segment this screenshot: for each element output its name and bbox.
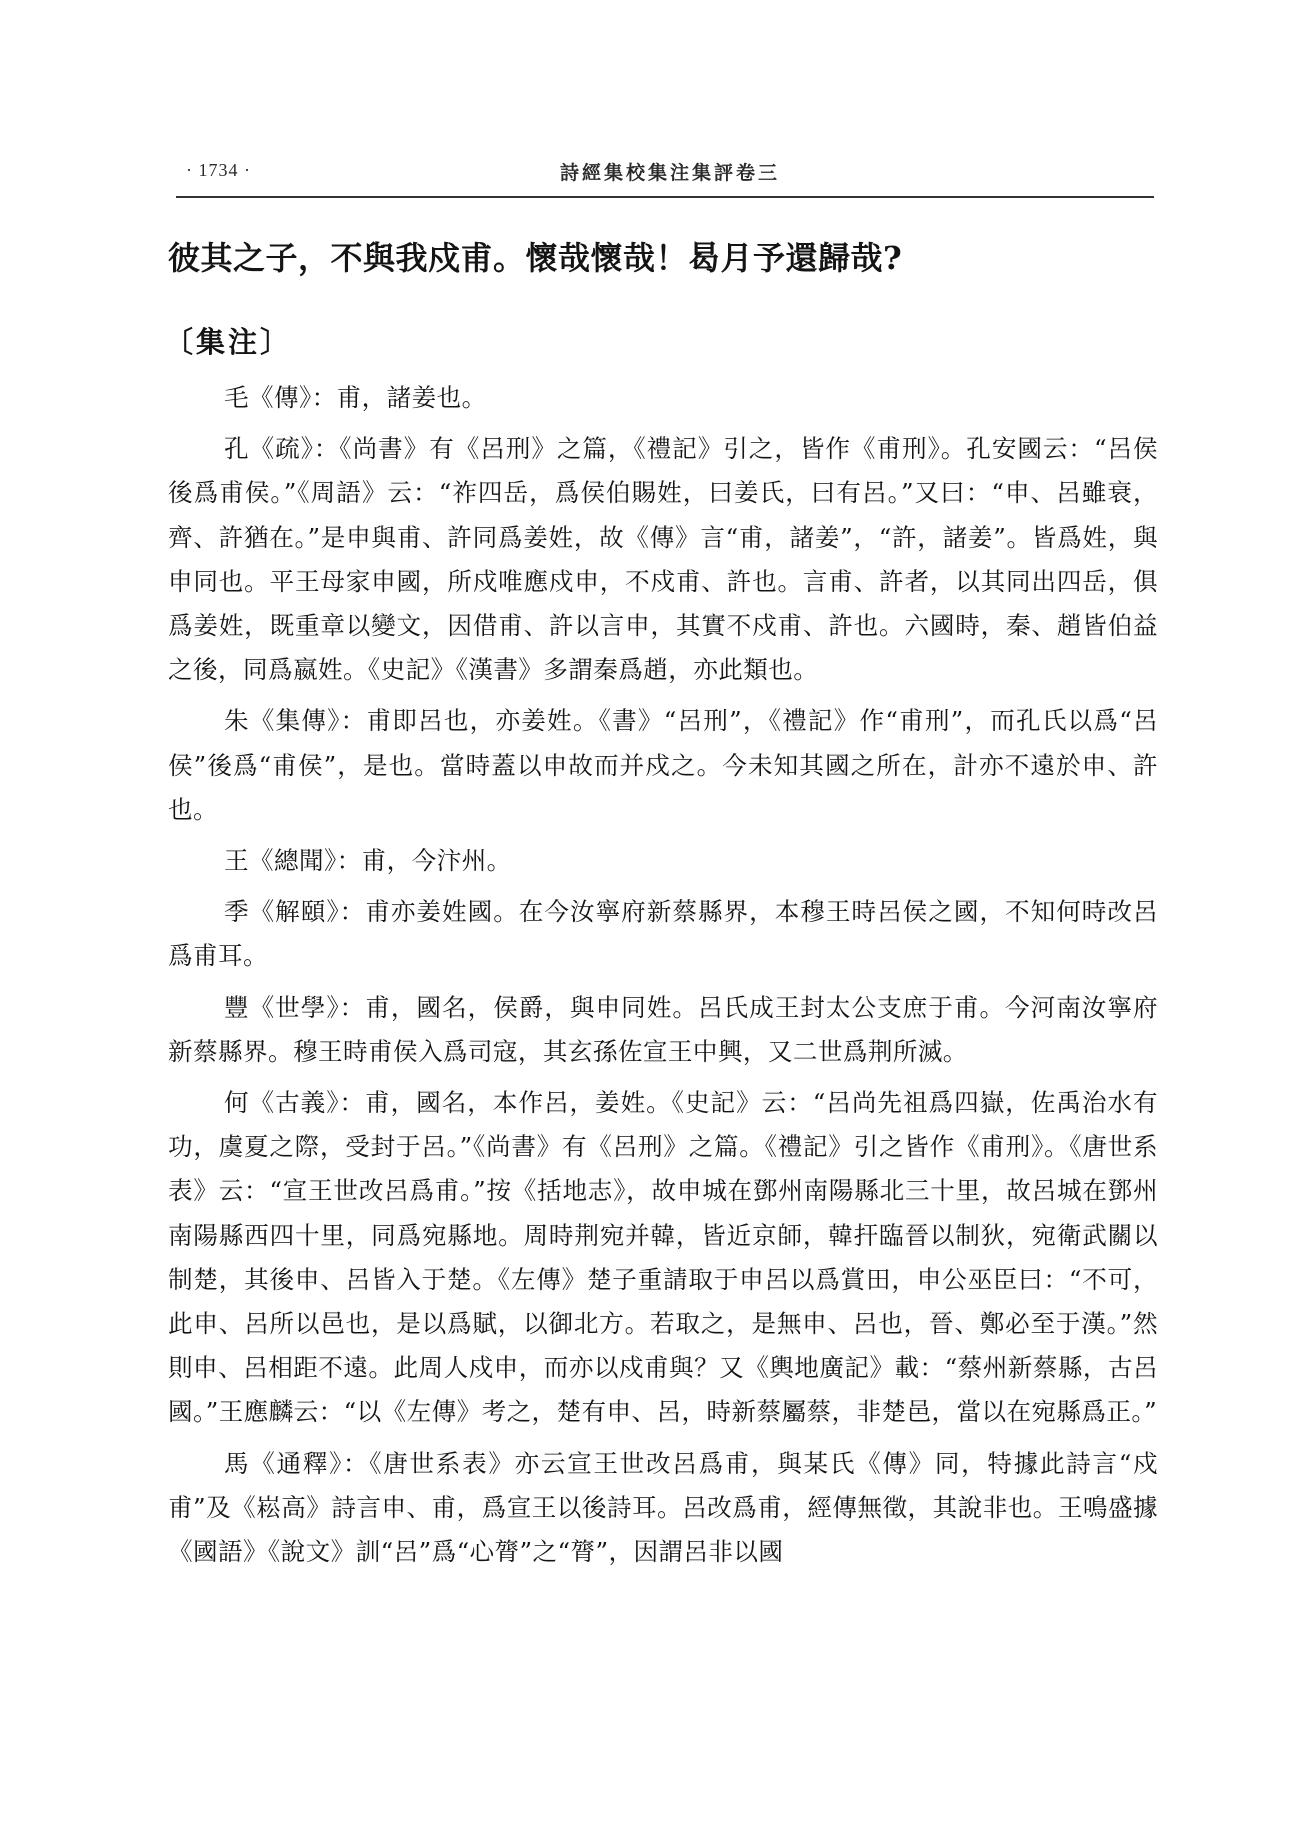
book-title: 詩經集校集注集評卷三 — [560, 162, 781, 184]
page-number: · 1734 · — [186, 160, 251, 180]
commentary-paragraph: 馬《通釋》：《唐世系表》亦云宣王世改呂爲甫，與某氏《傳》同，特據此詩言“戍甫”及《崧高》詩言申、甫，爲宣王以後詩耳。呂改爲甫，經傳無徵，其說非也。王鳴盛據《國語》《說文》訓“呂”爲“心膂”之“膂”，因謂呂非以國 — [168, 1448, 1158, 1567]
commentary-paragraph: 王《總聞》：甫，今汴州。 — [224, 846, 512, 876]
section-heading: 〔集注〕 — [164, 325, 293, 359]
commentary-paragraph: 季《解頤》：甫亦姜姓國。在今汝寧府新蔡縣界，本穆王時呂侯之國，不知何時改呂爲甫耳。 — [168, 897, 1158, 971]
running-header — [176, 154, 1152, 204]
commentary-paragraph: 毛《傳》：甫，諸姜也。 — [224, 383, 487, 412]
verse-line: 彼其之子，不與我戍甫。懷哉懷哉！曷月予還歸哉? — [168, 239, 903, 277]
commentary-paragraph: 朱《集傳》：甫即呂也，亦姜姓。《書》“呂刑”，《禮記》作“甫刑”，而孔氏以爲“呂侯”後爲“甫侯”，是也。當時蓋以申故而并戍之。今未知其國之所在，計亦不遠於申、許也。 — [168, 706, 1158, 824]
commentary-body — [168, 376, 1158, 1581]
commentary-paragraph: 孔《疏》：《尚書》有《呂刑》之篇，《禮記》引之，皆作《甫刑》。孔安國云：“呂侯後爲甫侯。”《周語》云：“祚四岳，爲侯伯賜姓，曰姜氏，曰有呂。”又曰：“申、呂雖衰，齊、許猶在。”是申與甫、許同爲姜姓，故《傳》言“甫，諸姜”，“許，諸姜”。皆爲姓，與申同也。平王母家申國，所戍唯應戍申，不戍甫、許也。言甫、許者，以其同出四岳，俱爲姜姓，既重章以變文，因借甫、許以言申，其實不戍甫、許也。六國時，秦、趙皆伯益之後，同爲嬴姓。《史記》《漢書》多謂秦爲趙，亦此類也。 — [168, 434, 1158, 685]
commentary-paragraph: 何《古義》：甫，國名，本作呂，姜姓。《史記》云：“呂尚先祖爲四嶽，佐禹治水有功，虞夏之際，受封于呂。”《尚書》有《呂刑》之篇。《禮記》引之皆作《甫刑》。《唐世系表》云：“宣王世改呂爲甫。”按《括地志》，故申城在鄧州南陽縣北三十里，故呂城在鄧州南陽縣西四十里，同爲宛縣地。周時荆宛并韓，皆近京師，韓扞臨晉以制狄，宛衛武關以制楚，其後申、呂皆入于楚。《左傳》楚子重請取于申呂以爲賞田，申公巫臣曰：“不可，此申、呂所以邑也，是以爲賦，以御北方。若取之，是無申、呂也，晉、鄭必至于漢。”然則申、呂相距不遠。此周人戍申，而亦以戍甫與？又《輿地廣記》載：“蔡州新蔡縣，古呂國。”王應麟云：“以《左傳》考之，楚有申、呂，時新蔡屬蔡，非楚邑，當以在宛縣爲正。” — [168, 1088, 1158, 1427]
commentary-paragraph: 豐《世學》：甫，國名，侯爵，與申同姓。呂氏成王封太公支庶于甫。今河南汝寧府新蔡縣界。穆王時甫侯入爲司寇，其玄孫佐宣王中興，又二世爲荆所滅。 — [168, 992, 1158, 1066]
header-rule — [176, 196, 1154, 198]
